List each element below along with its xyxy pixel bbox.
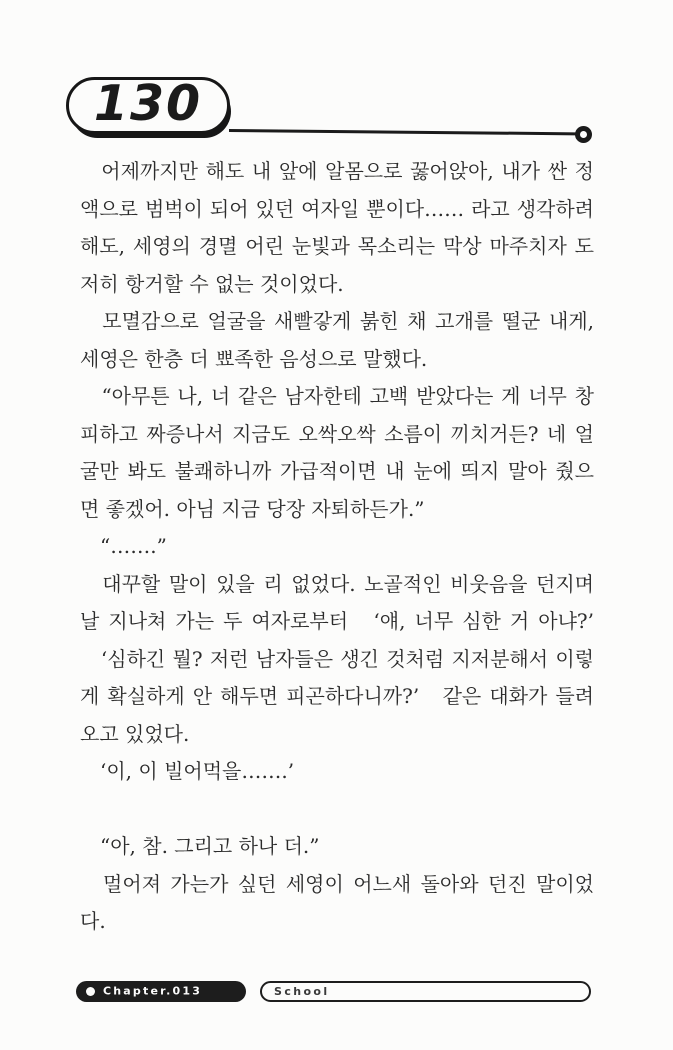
text-line: “아, 참. 그리고 하나 더.” (80, 834, 320, 858)
blank-line (80, 791, 594, 829)
text-line: 면 좋겠어. 아님 지금 당장 자퇴하든가.” (80, 496, 425, 521)
text-line: 다. (80, 909, 106, 933)
section-label: School (274, 985, 330, 998)
text-line: “…….” (80, 534, 167, 558)
bullet-icon (86, 987, 95, 996)
section-badge (260, 981, 591, 1002)
text-line: 액으로 범벅이 되어 있던 여자일 뿐이다…… 라고 생각하려 (80, 196, 594, 221)
text-line: ‘이, 이 빌어먹을…….’ (80, 759, 295, 783)
text-line: 멀어져 가는가 싶던 세영이 어느새 돌아와 던진 말이었 (80, 871, 594, 896)
text-line: 저히 항거할 수 없는 것이었다. (80, 271, 344, 296)
text-line: 오고 있었다. (80, 721, 190, 746)
text-line: ‘심하긴 뭘? 저런 남자들은 생긴 것처럼 지저분해서 이렇 (80, 646, 594, 671)
text-line: 어제까지만 해도 내 앞에 알몸으로 꿇어앉아, 내가 싼 정 (80, 159, 594, 183)
text-line: 대꾸할 말이 있을 리 없었다. 노골적인 비웃음을 던지며 (80, 571, 594, 596)
text-line: 해도, 세영의 경멸 어린 눈빛과 목소리는 막상 마주치자 도 (80, 234, 594, 258)
novel-text (80, 153, 594, 941)
page-number-badge (66, 77, 230, 134)
chapter-badge (76, 981, 246, 1002)
text-line: 모멸감으로 얼굴을 새빨갛게 붉힌 채 고개를 떨군 내게, (80, 309, 594, 333)
header-ring-icon (575, 126, 592, 143)
text-line: 세영은 한층 더 뾰족한 음성으로 말했다. (80, 346, 428, 371)
header-rule (229, 129, 576, 135)
text-line: 피하고 짜증나서 지금도 오싹오싹 소름이 끼치거든? 네 얼 (80, 421, 594, 446)
text-line: “아무튼 나, 너 같은 남자한테 고백 받았다는 게 너무 창 (80, 384, 594, 408)
text-line: 굴만 봐도 불쾌하니까 가급적이면 내 눈에 띄지 말아 줬으 (80, 459, 594, 483)
text-line: 게 확실하게 안 해두면 피곤하다니까?’ 같은 대화가 들려 (80, 684, 594, 708)
chapter-label: Chapter.013 (103, 984, 203, 998)
text-line: 날 지나쳐 가는 두 여자로부터 ‘얘, 너무 심한 거 아냐?’ (80, 609, 594, 633)
page-number: 130 (93, 75, 203, 132)
